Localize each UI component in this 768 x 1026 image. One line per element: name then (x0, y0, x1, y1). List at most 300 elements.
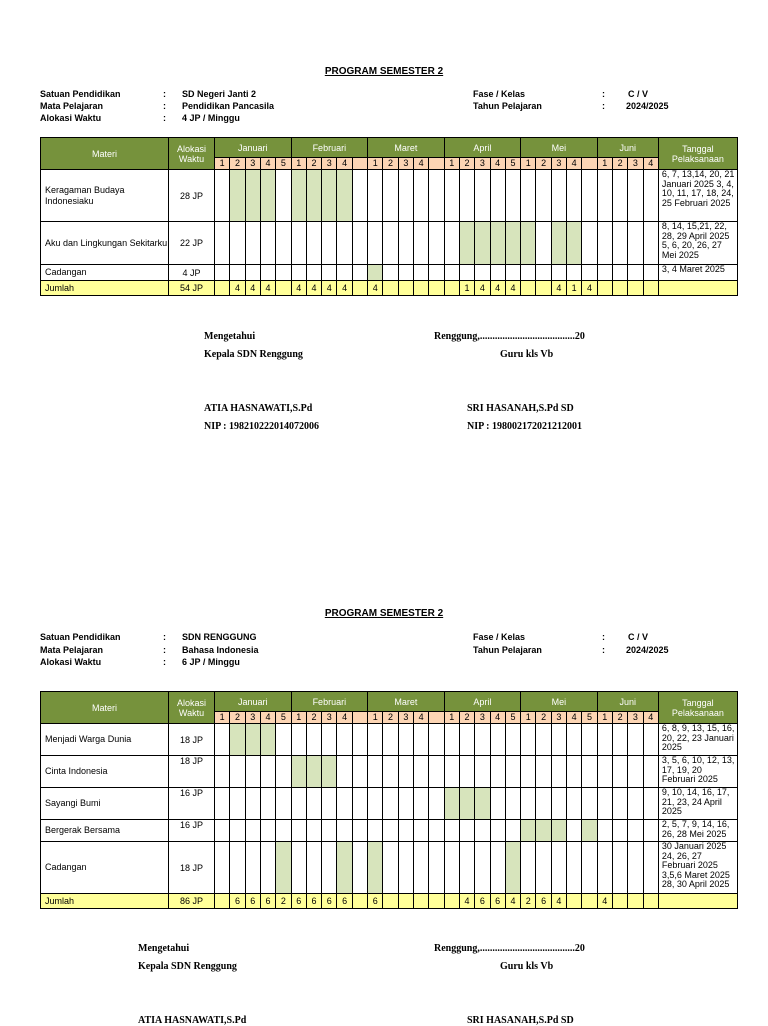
week-number: 3 (245, 712, 260, 724)
week-cell (597, 820, 612, 842)
week-number: 3 (551, 712, 566, 724)
week-cell (612, 756, 627, 788)
week-number: 1 (215, 712, 230, 724)
jumlah-tanggal (658, 894, 737, 909)
week-number: 4 (567, 158, 582, 170)
info-label: Mata Pelajaran (40, 645, 104, 655)
info-label: Fase / Kelas (473, 632, 526, 642)
week-cell (291, 265, 306, 281)
week-cell (215, 724, 230, 756)
week-cell (245, 265, 260, 281)
info-label: Tahun Pelajaran (473, 645, 542, 655)
week-cell-scheduled (475, 222, 490, 265)
week-cell (413, 842, 428, 894)
sign-kepala-nama: ATIA HASNAWATI,S.Pd (204, 403, 313, 414)
week-cell (612, 820, 627, 842)
week-number: 3 (551, 158, 566, 170)
info-sep: : (163, 113, 166, 123)
week-cell (475, 756, 490, 788)
jumlah-cell: 4 (245, 281, 260, 296)
jumlah-cell: 6 (306, 894, 321, 909)
week-cell (398, 222, 413, 265)
week-cell (413, 788, 428, 820)
header-month: Mei (521, 692, 598, 712)
week-cell (628, 820, 643, 842)
week-cell (276, 756, 291, 788)
sign-mengetahui: Mengetahui (204, 331, 256, 342)
tanggal-cell: 2, 5, 7, 9, 14, 16, 26, 28 Mei 2025 (658, 820, 737, 842)
week-cell (459, 265, 474, 281)
week-cell-scheduled (521, 222, 536, 265)
week-number: 4 (337, 712, 352, 724)
week-cell (368, 788, 383, 820)
week-cell-scheduled (459, 222, 474, 265)
alokasi-cell: 4 JP (169, 265, 215, 281)
week-cell-scheduled (245, 170, 260, 222)
jumlah-cell (536, 281, 551, 296)
week-cell (582, 222, 597, 265)
week-cell (383, 842, 398, 894)
week-cell (383, 724, 398, 756)
week-number (429, 712, 444, 724)
week-cell (628, 756, 643, 788)
week-cell (352, 842, 367, 894)
jumlah-cell (444, 281, 459, 296)
week-cell (368, 756, 383, 788)
week-cell (582, 170, 597, 222)
week-cell (643, 724, 658, 756)
info-sep: : (163, 645, 166, 655)
week-cell (291, 842, 306, 894)
jumlah-cell (398, 894, 413, 909)
week-cell (643, 265, 658, 281)
jumlah-cell: 4 (230, 281, 245, 296)
jumlah-cell: 4 (337, 281, 352, 296)
sign-tempat: Renggung,......................................20 (434, 943, 585, 954)
week-cell (230, 222, 245, 265)
week-cell-scheduled (260, 724, 275, 756)
jumlah-cell: 6 (490, 894, 505, 909)
week-number: 4 (490, 712, 505, 724)
week-cell (322, 222, 337, 265)
header-materi: Materi (41, 692, 169, 724)
doc1-info (0, 88, 768, 128)
jumlah-cell (413, 894, 428, 909)
week-cell (582, 265, 597, 281)
week-cell (276, 724, 291, 756)
week-cell (444, 222, 459, 265)
info-value: 2024/2025 (626, 101, 669, 111)
week-cell (291, 222, 306, 265)
week-number: 1 (597, 712, 612, 724)
week-cell (459, 842, 474, 894)
header-month: April (444, 138, 521, 158)
week-cell (260, 842, 275, 894)
materi-cell: Keragaman Budaya Indonesiaku (41, 170, 169, 222)
week-number: 2 (536, 712, 551, 724)
week-cell (475, 265, 490, 281)
week-cell (444, 265, 459, 281)
week-number: 2 (612, 712, 627, 724)
week-number (352, 158, 367, 170)
week-cell (459, 724, 474, 756)
week-cell (398, 842, 413, 894)
week-cell (567, 788, 582, 820)
jumlah-cell (352, 894, 367, 909)
alokasi-cell: 28 JP (169, 170, 215, 222)
week-cell (536, 842, 551, 894)
week-cell-scheduled (475, 788, 490, 820)
week-cell (291, 820, 306, 842)
week-cell (276, 788, 291, 820)
week-cell (337, 265, 352, 281)
week-cell (368, 222, 383, 265)
week-cell (230, 756, 245, 788)
info-label: Fase / Kelas (473, 89, 526, 99)
header-month: Maret (368, 692, 445, 712)
table-row (41, 170, 738, 222)
week-cell (490, 820, 505, 842)
week-cell (521, 170, 536, 222)
jumlah-cell: 6 (536, 894, 551, 909)
jumlah-cell: 4 (260, 281, 275, 296)
week-cell (215, 265, 230, 281)
week-cell-scheduled (505, 222, 520, 265)
week-cell (459, 820, 474, 842)
header-month: Januari (215, 138, 292, 158)
week-cell (368, 724, 383, 756)
week-cell (230, 788, 245, 820)
week-number: 4 (567, 712, 582, 724)
week-number: 4 (260, 712, 275, 724)
info-value: C / V (628, 89, 649, 99)
info-sep: : (602, 89, 605, 99)
week-cell (612, 724, 627, 756)
week-cell (444, 756, 459, 788)
week-cell-scheduled (306, 170, 321, 222)
week-cell (490, 265, 505, 281)
info-value: C / V (628, 632, 649, 642)
week-cell (567, 756, 582, 788)
sign-mengetahui: Mengetahui (138, 943, 190, 954)
jumlah-cell (276, 281, 291, 296)
jumlah-cell: 4 (490, 281, 505, 296)
jumlah-cell (643, 281, 658, 296)
week-number: 3 (475, 712, 490, 724)
jumlah-cell: 4 (306, 281, 321, 296)
sign-guru: Guru kls Vb (500, 961, 554, 972)
jumlah-cell: 2 (521, 894, 536, 909)
jumlah-cell (429, 281, 444, 296)
week-cell (322, 724, 337, 756)
week-cell (597, 265, 612, 281)
week-number: 2 (230, 158, 245, 170)
sign-guru-nama: SRI HASANAH,S.Pd SD (467, 403, 574, 414)
week-cell-scheduled (444, 788, 459, 820)
week-cell (276, 820, 291, 842)
week-number: 4 (643, 158, 658, 170)
header-month: Januari (215, 692, 292, 712)
jumlah-cell: 4 (459, 894, 474, 909)
header-tanggal: Tanggal Pelaksanaan (658, 692, 737, 724)
week-cell (505, 820, 520, 842)
week-cell-scheduled (245, 724, 260, 756)
week-cell (383, 170, 398, 222)
week-cell (383, 265, 398, 281)
jumlah-cell: 1 (459, 281, 474, 296)
week-cell-scheduled (505, 842, 520, 894)
jumlah-cell: 6 (245, 894, 260, 909)
table-row (41, 756, 738, 788)
week-cell (597, 170, 612, 222)
info-sep: : (602, 101, 605, 111)
week-cell-scheduled (521, 820, 536, 842)
week-number: 5 (582, 712, 597, 724)
week-cell (597, 788, 612, 820)
sign-guru: Guru kls Vb (500, 349, 554, 360)
header-month: Juni (597, 692, 658, 712)
week-cell (337, 222, 352, 265)
jumlah-cell: 6 (322, 894, 337, 909)
header-month: Maret (368, 138, 445, 158)
week-number (429, 158, 444, 170)
jumlah-cell (628, 894, 643, 909)
week-cell (597, 756, 612, 788)
week-cell (413, 170, 428, 222)
week-cell (536, 222, 551, 265)
header-month: April (444, 692, 521, 712)
week-cell-scheduled (490, 222, 505, 265)
week-cell (291, 724, 306, 756)
jumlah-cell: 4 (505, 281, 520, 296)
week-cell (276, 222, 291, 265)
jumlah-row (41, 281, 738, 296)
jumlah-cell (643, 894, 658, 909)
alokasi-cell: 18 JP (169, 724, 215, 756)
info-sep: : (163, 89, 166, 99)
table-row (41, 222, 738, 265)
week-number: 3 (322, 712, 337, 724)
week-number: 5 (276, 158, 291, 170)
week-cell (505, 265, 520, 281)
week-cell (245, 788, 260, 820)
week-number: 2 (459, 158, 474, 170)
week-number: 3 (628, 712, 643, 724)
jumlah-cell: 6 (230, 894, 245, 909)
week-cell (567, 820, 582, 842)
week-cell (215, 170, 230, 222)
header-month: Februari (291, 138, 368, 158)
week-number: 5 (276, 712, 291, 724)
jumlah-cell (521, 281, 536, 296)
week-cell-scheduled (322, 170, 337, 222)
week-cell (429, 788, 444, 820)
week-cell (337, 820, 352, 842)
week-number: 2 (612, 158, 627, 170)
week-number: 2 (383, 158, 398, 170)
jumlah-cell (612, 281, 627, 296)
jumlah-cell (383, 894, 398, 909)
week-number: 4 (413, 712, 428, 724)
week-cell (628, 724, 643, 756)
week-cell (260, 265, 275, 281)
table-row (41, 842, 738, 894)
week-cell-scheduled (551, 222, 566, 265)
week-cell (429, 842, 444, 894)
jumlah-cell: 4 (597, 894, 612, 909)
week-cell (643, 842, 658, 894)
sign-kepala-nama: ATIA HASNAWATI,S.Pd (138, 1015, 247, 1026)
week-cell-scheduled (276, 842, 291, 894)
week-cell (368, 170, 383, 222)
jumlah-cell: 6 (291, 894, 306, 909)
week-cell-scheduled (567, 222, 582, 265)
week-cell (597, 842, 612, 894)
jumlah-label: Jumlah (41, 894, 169, 909)
info-label: Satuan Pendidikan (40, 89, 121, 99)
week-cell (429, 265, 444, 281)
week-cell (306, 222, 321, 265)
info-value: Pendidikan Pancasila (182, 101, 275, 111)
info-sep: : (163, 657, 166, 667)
week-number: 1 (291, 712, 306, 724)
week-cell (230, 842, 245, 894)
sign-guru-nip: NIP : 198002172021212001 (467, 421, 582, 432)
week-cell (505, 788, 520, 820)
doc2-title: PROGRAM SEMESTER 2 (324, 608, 444, 619)
week-cell (521, 756, 536, 788)
week-cell (429, 756, 444, 788)
week-cell (245, 756, 260, 788)
week-cell (567, 265, 582, 281)
week-cell (337, 724, 352, 756)
week-number: 5 (505, 158, 520, 170)
info-sep: : (602, 645, 605, 655)
week-cell (230, 265, 245, 281)
jumlah-cell: 4 (368, 281, 383, 296)
materi-cell: Menjadi Warga Dunia (41, 724, 169, 756)
week-cell (215, 756, 230, 788)
tanggal-cell: 3, 4 Maret 2025 (658, 265, 737, 281)
week-number: 4 (490, 158, 505, 170)
week-cell (551, 170, 566, 222)
info-value: Bahasa Indonesia (182, 645, 259, 655)
week-cell (505, 724, 520, 756)
alokasi-cell: 22 JP (169, 222, 215, 265)
week-cell (383, 222, 398, 265)
week-number: 2 (306, 712, 321, 724)
materi-cell: Cadangan (41, 842, 169, 894)
jumlah-cell (413, 281, 428, 296)
info-sep: : (602, 632, 605, 642)
week-cell (505, 756, 520, 788)
week-cell (551, 265, 566, 281)
week-number: 3 (398, 158, 413, 170)
week-cell (567, 842, 582, 894)
jumlah-row (41, 894, 738, 909)
week-cell (383, 756, 398, 788)
week-cell (260, 788, 275, 820)
jumlah-alokasi: 86 JP (169, 894, 215, 909)
sign-guru-nama: SRI HASANAH,S.Pd SD (467, 1015, 574, 1026)
week-number: 1 (521, 712, 536, 724)
week-cell-scheduled (291, 170, 306, 222)
week-cell (628, 170, 643, 222)
week-number: 2 (383, 712, 398, 724)
week-cell (306, 724, 321, 756)
jumlah-cell: 2 (276, 894, 291, 909)
week-cell (475, 820, 490, 842)
week-cell (245, 842, 260, 894)
week-cell-scheduled (368, 265, 383, 281)
week-cell (245, 222, 260, 265)
jumlah-cell: 4 (551, 281, 566, 296)
week-cell (413, 265, 428, 281)
week-number: 2 (306, 158, 321, 170)
alokasi-cell: 16 JP (169, 788, 215, 820)
week-number: 3 (475, 158, 490, 170)
week-cell (628, 222, 643, 265)
week-cell (398, 756, 413, 788)
info-value: SD Negeri Janti 2 (182, 89, 257, 99)
week-cell (444, 170, 459, 222)
week-cell-scheduled (322, 756, 337, 788)
week-cell (276, 170, 291, 222)
week-cell (597, 724, 612, 756)
jumlah-alokasi: 54 JP (169, 281, 215, 296)
week-cell (276, 265, 291, 281)
jumlah-cell: 4 (551, 894, 566, 909)
header-month: Juni (597, 138, 658, 158)
week-cell (521, 265, 536, 281)
week-cell (413, 756, 428, 788)
jumlah-cell (582, 894, 597, 909)
jumlah-cell (352, 281, 367, 296)
jumlah-cell (398, 281, 413, 296)
jumlah-cell (383, 281, 398, 296)
week-number: 3 (398, 712, 413, 724)
header-materi: Materi (41, 138, 169, 170)
week-cell (352, 724, 367, 756)
week-cell (612, 170, 627, 222)
tanggal-cell: 30 Januari 2025 24, 26, 27 Februari 2025 3,5,6 Maret 2025 28, 30 April 2025 (658, 842, 737, 894)
jumlah-cell: 6 (260, 894, 275, 909)
week-cell-scheduled (291, 756, 306, 788)
program-table-2 (40, 691, 738, 909)
jumlah-cell: 1 (567, 281, 582, 296)
week-cell (582, 788, 597, 820)
week-cell (429, 820, 444, 842)
materi-cell: Bergerak Bersama (41, 820, 169, 842)
week-cell (536, 788, 551, 820)
week-cell (628, 842, 643, 894)
week-cell (475, 842, 490, 894)
week-number: 4 (260, 158, 275, 170)
week-number: 1 (444, 712, 459, 724)
week-number: 1 (368, 712, 383, 724)
week-cell-scheduled (230, 724, 245, 756)
info-sep: : (163, 632, 166, 642)
jumlah-cell: 4 (291, 281, 306, 296)
week-number (582, 158, 597, 170)
week-cell (567, 724, 582, 756)
week-cell (413, 724, 428, 756)
jumlah-cell (612, 894, 627, 909)
doc2-info (0, 631, 768, 671)
week-cell (444, 842, 459, 894)
header-month: Mei (521, 138, 598, 158)
week-cell (260, 756, 275, 788)
